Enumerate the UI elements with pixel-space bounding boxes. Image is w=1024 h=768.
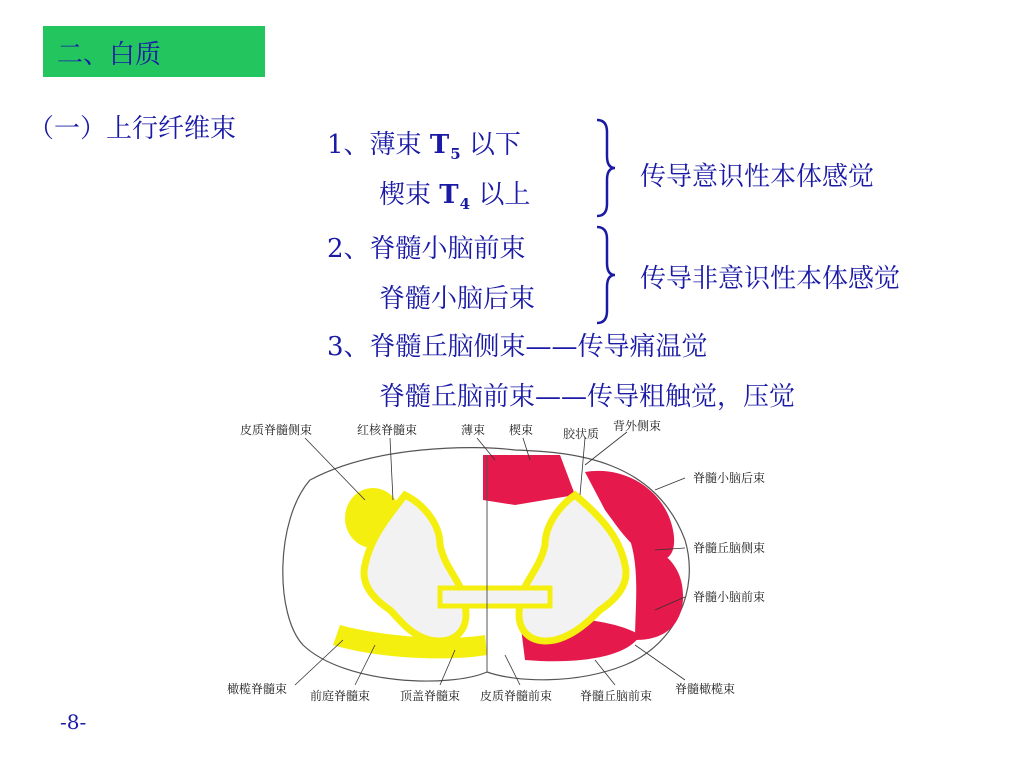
label-gracile: 薄束 bbox=[461, 423, 486, 437]
slide-title: 二、白质 bbox=[57, 40, 162, 70]
item-1-line-1-suffix: 以下 bbox=[468, 130, 521, 160]
item-1-group-label: 传导意识性本体感觉 bbox=[640, 162, 875, 192]
spinal-cord-diagram bbox=[215, 410, 800, 710]
brace-icon bbox=[593, 118, 619, 218]
label-vestibulospinal: 前庭脊髓束 bbox=[310, 689, 371, 703]
item-2-number: 2、 bbox=[327, 234, 370, 264]
label-rubrospinal: 红核脊髓束 bbox=[357, 423, 418, 437]
label-anterior-spinothalamic: 脊髓丘脑前束 bbox=[580, 689, 653, 703]
item-3-line-2: 脊髓丘脑前束——传导粗触觉，压觉 bbox=[379, 382, 796, 412]
label-anterior-corticospinal: 皮质脊髓前束 bbox=[480, 689, 553, 703]
item-3-line-1: 脊髓丘脑侧束——传导痛温觉 bbox=[369, 332, 708, 362]
brace-icon bbox=[593, 225, 619, 325]
item-1-line-1-t: T bbox=[429, 130, 450, 160]
item-1-line-2-t: T bbox=[439, 180, 459, 210]
label-substantia-gelatinosa: 胶状质 bbox=[563, 427, 600, 441]
grey-commissure bbox=[440, 588, 550, 606]
label-cuneate: 楔束 bbox=[509, 423, 534, 437]
label-lateral-spinothalamic: 脊髓丘脑侧束 bbox=[693, 541, 766, 555]
item-1-line-2-name: 楔束 bbox=[379, 180, 432, 210]
label-olivospinal: 橄榄脊髓束 bbox=[227, 682, 288, 696]
item-3-number: 3、 bbox=[327, 332, 370, 362]
label-tectospinal: 顶盖脊髓束 bbox=[400, 689, 461, 703]
label-lateral-corticospinal: 皮质脊髓侧束 bbox=[240, 423, 313, 437]
item-2-group-label: 传导非意识性本体感觉 bbox=[640, 264, 901, 294]
item-2 bbox=[327, 228, 526, 265]
page-number: -8- bbox=[60, 710, 87, 734]
item-3 bbox=[327, 326, 708, 363]
label-dorsolateral: 背外侧束 bbox=[613, 419, 662, 433]
label-posterior-spinocerebellar: 脊髓小脑后束 bbox=[693, 471, 766, 485]
section-heading: （一）上行纤维束 bbox=[28, 114, 237, 144]
item-2-line-2: 脊髓小脑后束 bbox=[379, 284, 536, 314]
title-banner bbox=[43, 26, 265, 77]
item-2-line-1: 脊髓小脑前束 bbox=[369, 234, 526, 264]
item-1-line-1-sub: 5 bbox=[450, 145, 461, 163]
label-anterior-spinocerebellar: 脊髓小脑前束 bbox=[693, 590, 766, 604]
item-1-line-2 bbox=[379, 174, 530, 213]
item-1-line-2-suffix: 以上 bbox=[478, 180, 531, 210]
item-1-line-2-sub: 4 bbox=[459, 195, 471, 213]
item-1-number: 1、 bbox=[327, 130, 370, 160]
item-1 bbox=[327, 124, 521, 163]
label-spino-olivary: 脊髓橄榄束 bbox=[675, 682, 736, 696]
item-1-line-1-name: 薄束 bbox=[369, 130, 422, 160]
